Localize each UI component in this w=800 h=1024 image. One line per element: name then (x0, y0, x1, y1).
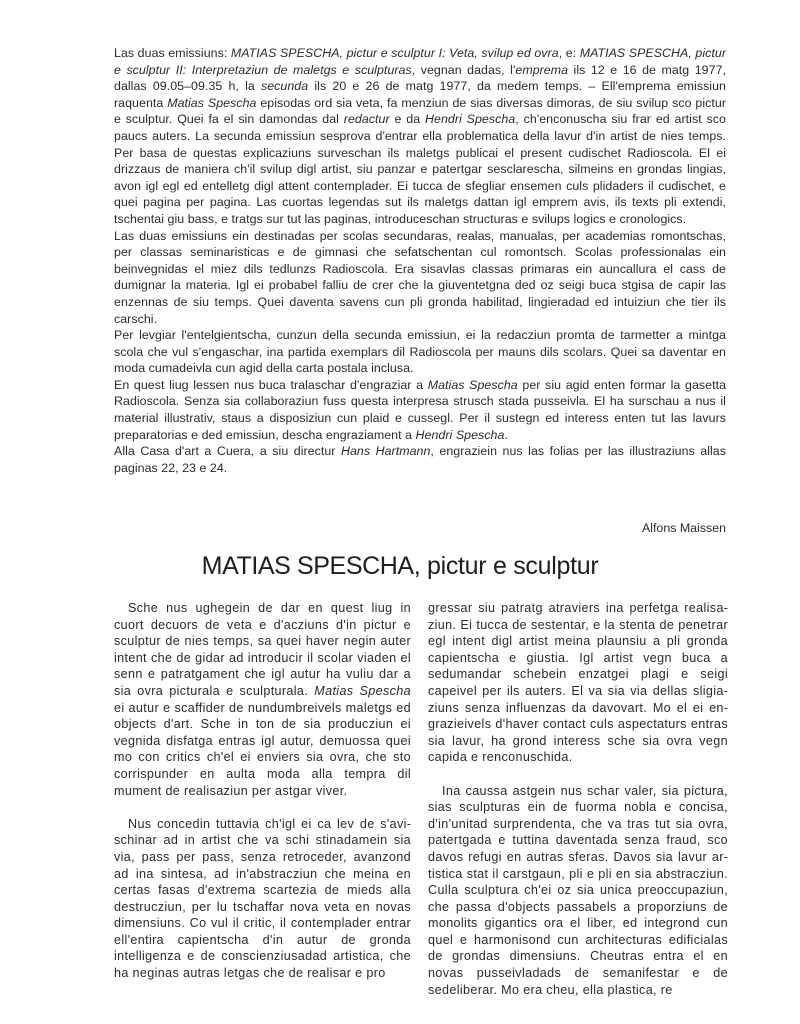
article-title-name: MATIAS SPESCHA (201, 552, 414, 580)
italic-text: Matias Spescha (167, 95, 257, 110)
italic-text: Hendri Spescha (415, 427, 505, 442)
text-run: , ch'enconuscha siu frar ed artist sco paucs auters. La secunda emissiun sesprova d'entrar ella problematica della lavur d'in artist de nies temps. Per basa de questas explicaziuns surveschan ils maletgs publicai el present cudischet Radioscola. El ei drizzaus de maniera ch'il svilup digl artist, siu panzar e patertgar sesclarescha, silmeins en grondas lingias, avon igl egl ed entelletg digl attent contemplader. Ei tucca de sfegliar ensemen culs plidaders il cudischet, e quei pagina per pagina. Las cuortas legendas sut ils maletgs dattan igl emprem avis, ils texts pli extendi, tschentai giu bass, e tratgs sur tut las paginas, introduceschan structuras e svilups logics e cronologics. (114, 112, 726, 226)
text-run: Per levgiar l'entelgientscha, cunzun della secunda emissiun, ei la redacziun promta de tarmetter a mintga scola che vul s'engaschar, ina partida exemplars dil Radioscola per mauns dils scolars. Quei sa daventar en moda cumadeivla cun agid della carta postala inclusa. (114, 328, 726, 376)
article-title (0, 552, 800, 581)
text-run: per siu agid enten formar la gasetta Radioscola. Senza sia collaboraziun fuss questa interpresa strusch stada pusseivla. El ha surschau a nus il material illustrativ, staus a disposiziun cun plaid e cussegl. Per il sustegn ed interess enten tut las lavurs preparatorias e ded emissiun, descha engraziament a (114, 377, 727, 442)
intro-paragraph (114, 377, 726, 443)
text-run: Alla Casa d'art a Cuera, a siu directur (114, 444, 341, 459)
text-run: episodas ord sia veta, fa menziun de sias diversas dimoras, de siu svilup sco pictur e sculptur. Quei fa el sin damondas dal (114, 95, 726, 127)
text-run: Nus concedin tuttavia ch'igl ei ca lev de s'avischinar ad in artist che va schi stinadamein sia via, pass per pass, senza retroceder, avanzond ad ina sintesa, ad in'abstracziun che meina en certas fasas d'extrema scartezia de mieds alla destrucziun, per lu tschaffar nova veta en novas dimensiuns. Co vul il critic, il contemplader entrar ell'entira capientscha d'in autur de gronda intelligenza e de conscienziusadad artistica, che ha neginas autras letgas che de realisar e pro (114, 816, 411, 981)
text-run: , vegnan dadas, l' (411, 62, 516, 77)
article-paragraph (428, 783, 728, 999)
italic-text: Matias Spescha (314, 683, 411, 698)
text-run: Las duas emissiuns ein destinadas per scolas secundaras, realas, manualas, per academias romontschas, per classas seminaristicas e de gimnasi che sefatschentan cul romontsch. Scolas professionalas ein beinvegnidas el miez dils tedlunzs Radioscola. Era sisavlas classas primaras ein auncallura el cass de dumignar la materia. Igl ei probabel falliu de crer che la giuventetgna ded oz seigi buca stgisa de capir las enzennas de siu temps. Quei daventa savens cun pli gronda habilitad, lingieradad ed intuiziun che tier ils carschi. (114, 228, 726, 326)
italic-text: emprema (515, 62, 569, 77)
text-run: , engraziein nus las folias per las illustraziuns allas paginas 22, 23 e 24. (114, 444, 726, 475)
article-paragraph (428, 600, 728, 766)
article-paragraph (114, 600, 411, 799)
text-run: Ina caussa astgein nus schar valer, sia pictura, sias sculpturas ein de fuorma nobla e concisa, d'in'unitad surprendenta, che va tras tut sia ovra, patertgada e tuttina daventada senza fraud, sco davos refugi en autras sferas. Davos sia lavur artistica stat il carstgaun, pli e pli en sia abstracziun. Culla sculptura ch'ei oz sia unica preoccupaziun, che passa d'objects passabels a proporziuns de monolits gigantics ora el liber, ed integrond cun quel e harmonisond cun architecturas edificialas de grondas dimensiuns. Cheutras entra el en novas pusseivladads de semanifestar e de sedeliberar. Mo era cheu, ella plastica, re (428, 783, 728, 997)
intro-paragraph (114, 443, 726, 476)
intro-section (114, 45, 726, 476)
text-run: Sche nus ughegein de dar en quest liug in cuort decuors de veta e d'acziuns d'in pictur e sculptur de nies temps, sa quei haver negin auter intent che de gidar ad introducir il scolar viaden el senn e patratgament che igl autur ha vuliu dar a sia ovra picturala e sculpturala. (114, 601, 411, 698)
italic-text: Hans Hartmann (340, 444, 431, 459)
text-run: ils 12 e 16 de matg 1977, dallas 09.05–09.35 h, la (114, 62, 726, 94)
text-run: gressar siu patratg atraviers ina perfetga realisaziun. Ei tucca de sestentar, e la stenta de penetrar egl intent digl artist meina plaunsiu a pli gronda capientscha e giustia. Igl artist vegn buca a sedumandar schebein enzatgei plagi e seigi capeivel per ils auters. El va sia via dellas sligiaziuns senza influenzas da davovart. Mo el ei engrazieivels d'haver contact culs aspectaturs entras sia lavur, ha grond interess sche sia ovra vegn capida e renconuschida. (428, 601, 728, 765)
italic-text: Matias Spescha (427, 377, 518, 392)
intro-paragraph (114, 228, 726, 328)
italic-text: MATIAS SPESCHA, pictur e sculptur II: Interpretaziun de maletgs e sculpturas (114, 46, 727, 77)
italic-text: Hendri Spescha (425, 112, 516, 127)
text-run: , e: (558, 46, 580, 60)
text-run: En quest liug lessen nus buca tralaschar d'engraziar a (114, 377, 428, 392)
italic-text: secunda (260, 79, 309, 94)
italic-text: MATIAS SPESCHA, pictur e sculptur I: Veta, svilup ed ovra (230, 46, 559, 60)
text-run: e da (389, 112, 426, 127)
intro-paragraph (114, 327, 726, 377)
text-run: ei autur e scaffider de nundumbreivels maletgs ed objects d'art. Sche in ton de sia producziun ei vegnida disfatga entras igl autur, demuossa quei mo con critics ch'el ei enviers sia ovra, che sto corrispunder en aulta moda alla tempra dil mument de realisaziun per astgar viver. (114, 700, 411, 798)
author-signature: Alfons Maissen (641, 521, 726, 535)
article-paragraph (114, 816, 411, 982)
text-run: . (504, 427, 508, 442)
intro-paragraph (114, 45, 726, 228)
italic-text: redactur (343, 112, 390, 127)
text-run: ils 20 e 26 de matg 1977, da medem temps. – Ell'emprema emissiun raquenta (114, 79, 726, 110)
article-left-column (114, 600, 411, 998)
article-right-column (428, 600, 728, 1015)
text-run: Las duas emissiuns: (114, 46, 231, 60)
article-title-subtitle: , pictur e sculptur (413, 552, 599, 580)
